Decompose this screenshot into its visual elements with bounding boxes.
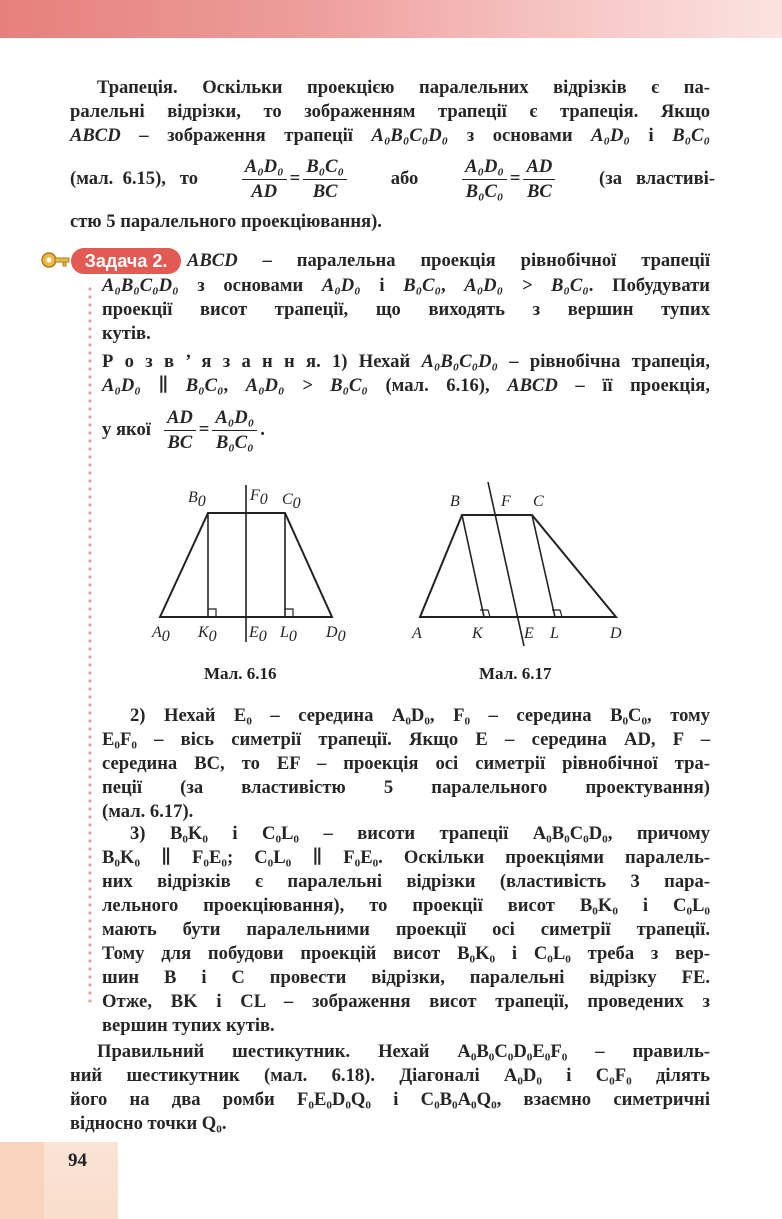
text-span: A₀D₀ > B₀C₀	[464, 275, 589, 296]
step2-line: пеції (за властивістю 5 паралельного проектування)	[102, 777, 710, 798]
text-span: (за властиві-	[599, 168, 715, 189]
label-l: L	[550, 625, 559, 642]
denominator: BC	[312, 180, 338, 202]
text-span: Нехай A₀B₀C₀D₀E₀F₀ – правиль-	[350, 1041, 711, 1062]
task-line-4: кутів.	[102, 323, 151, 344]
label-c: C	[533, 493, 544, 510]
figure-6-17	[400, 480, 640, 650]
task-badge: Задача 2.	[71, 248, 181, 274]
text-span: – паралельна проекція рівнобічної трапеції	[237, 250, 710, 271]
step3-line: шин B і C провести відрізки, паралельні відрізку FE.	[102, 967, 710, 988]
right-angle-mark	[208, 609, 216, 617]
text-span: A₀D₀	[321, 275, 361, 296]
formula: $\frac{\text{A₀D₀}}{AD}$ = $\frac{\text{B₀C₀}}{BC}$	[239, 155, 350, 204]
caption-6-17: Мал. 6.17	[479, 664, 552, 683]
text-span: ,	[223, 375, 246, 396]
trapezoid-projection	[420, 515, 616, 617]
label-k: K	[472, 625, 483, 642]
label-k0: K0	[198, 624, 217, 645]
step3-line: них відрізків є паралельні відрізки (властивість 3 пара-	[102, 871, 710, 892]
top-decor-band	[0, 0, 782, 38]
fraction	[242, 155, 287, 204]
text-span: B₀C₀	[672, 125, 711, 146]
numerator: A₀D₀	[462, 155, 507, 180]
right-angle-mark	[285, 609, 293, 617]
text-span: Оскільки проекцією паралельних відрізків є па-	[177, 77, 710, 98]
label-f0: F0	[250, 487, 268, 508]
section-title-trapezoid: Трапеція.	[97, 77, 178, 98]
text-span: 1) Нехай	[320, 351, 422, 372]
intro-line-3	[70, 124, 710, 148]
text-span: ABCD	[507, 375, 558, 396]
text-span: A₀B₀C₀D₀	[421, 351, 499, 372]
text-span: – рівнобічна трапеція,	[498, 351, 710, 372]
label-a: A	[412, 625, 422, 642]
label-l0: L0	[280, 624, 297, 645]
key-icon	[40, 247, 70, 273]
numerator: AD	[523, 155, 555, 180]
task-line-2	[102, 274, 710, 298]
angle-mark	[480, 610, 490, 617]
intro-line-2: ралельні відрізки, то зображенням трапеції є трапеція. Якщо	[70, 101, 710, 122]
figure-6-16	[140, 480, 360, 650]
label-c0: C0	[282, 491, 301, 512]
label-a0: A0	[152, 624, 170, 645]
hexagon-line-3: його на два ромби F₀E₀D₀Q₀ і C₀B₀A₀Q₀, взаємно симетричні	[70, 1089, 710, 1110]
text-span: A₀B₀C₀D₀	[102, 275, 179, 296]
solution-line-1	[102, 350, 710, 374]
text-span: і	[360, 275, 404, 296]
text-span: – зображення трапеції	[120, 125, 372, 146]
text-span: (мал. 6.15), то	[70, 168, 199, 189]
step2-line: середина BC, то EF – проекція осі симетрії рівнобічної тра-	[102, 753, 710, 774]
corner-decor-strip	[0, 1142, 44, 1219]
text-span: ,	[440, 275, 465, 296]
solution-formula-line: у якої $\frac{AD}{BC}$ = $\frac{\text{A₀D₀}}{\text{B₀C₀}}$ .	[102, 406, 265, 453]
denominator: B₀C₀	[215, 431, 254, 453]
label-d0: D0	[326, 624, 346, 645]
denominator: BC	[167, 431, 193, 453]
text-span: A₀D₀ > B₀C₀	[245, 375, 368, 396]
fraction	[303, 155, 347, 204]
caption-6-16: Мал. 6.16	[204, 664, 277, 683]
step3-line: лельного проекціювання), то проекції висот B₀K₀ і C₀L₀	[102, 895, 710, 916]
step2-line: (мал. 6.17).	[102, 801, 194, 822]
step3-line: Отже, BK і CL – зображення висот трапеції, проведених з	[102, 991, 710, 1012]
denominator: BC	[527, 180, 552, 202]
page-number: 94	[68, 1150, 87, 1171]
text-span: B₀C₀	[403, 275, 441, 296]
label-b: B	[450, 493, 460, 510]
fraction	[164, 406, 196, 455]
label-f: F	[501, 493, 511, 510]
segment-bk	[462, 515, 484, 617]
label-e0: E0	[249, 624, 267, 645]
text-span: (мал. 6.16),	[367, 375, 508, 396]
intro-line-5: стю 5 паралельного проекціювання).	[70, 211, 382, 232]
solution-line-2	[102, 374, 710, 398]
section-title-hexagon: Правильний шестикутник.	[97, 1041, 351, 1062]
text-span: A₀D₀	[591, 125, 630, 146]
step2-line: 2) Нехай E₀ – середина A₀D₀, F₀ – середина B₀C₀, тому	[130, 705, 710, 726]
hexagon-line-1	[70, 1040, 710, 1064]
text-span: або	[390, 168, 419, 189]
step3-line: мають бути паралельними проекції осі симетрії трапеції.	[102, 919, 710, 940]
dotted-margin-line	[88, 285, 92, 1005]
intro-line-1	[70, 76, 710, 100]
step3-line: Тому для побудови проекцій висот B₀K₀ і C₀L₀ треба з вер-	[102, 943, 710, 964]
text-span: з основами	[178, 275, 322, 296]
denominator: AD	[251, 180, 278, 202]
solution-heading: Р о з в ’ я з а н н я.	[102, 351, 321, 372]
text-span: у якої	[102, 419, 151, 440]
text-span: A₀B₀C₀D₀	[371, 125, 449, 146]
numerator: A₀D₀	[242, 155, 287, 180]
text-span: і	[629, 125, 673, 146]
fraction	[462, 155, 507, 204]
text-span: ABCD	[187, 250, 238, 271]
denominator: B₀C₀	[465, 180, 504, 202]
text-span: . Побудувати	[588, 275, 710, 296]
text-span: A₀D₀ ∥ B₀C₀	[102, 375, 224, 396]
step3-line: B₀K₀ ∥ F₀E₀; C₀L₀ ∥ F₀E₀. Оскільки проекціями паралель-	[102, 847, 710, 868]
fraction	[212, 406, 257, 455]
step2-line: E₀F₀ – вісь симетрії трапеції. Якщо E – середина AD, F –	[102, 729, 710, 750]
label-d: D	[610, 625, 622, 642]
hexagon-line-2: ний шестикутник (мал. 6.18). Діагоналі A₀D₀ і C₀F₀ ділять	[70, 1065, 710, 1086]
label-b0: B0	[188, 489, 206, 510]
intro-formula-line	[70, 152, 715, 206]
hexagon-line-4: відносно точки Q₀.	[70, 1113, 227, 1134]
text-span: ABCD	[70, 125, 121, 146]
numerator: B₀C₀	[303, 155, 347, 180]
text-span: з основами	[448, 125, 592, 146]
fraction	[523, 155, 555, 204]
numerator: AD	[164, 406, 196, 431]
task-line-3: проекції висот трапеції, що виходять з вершин тупих	[102, 299, 710, 320]
text-span: – її проекція,	[557, 375, 710, 396]
task-line-1	[187, 249, 710, 273]
numerator: A₀D₀	[212, 406, 257, 431]
formula: $\frac{\text{A₀D₀}}{\text{B₀C₀}}$ = $\frac{AD}{BC}$	[459, 155, 558, 204]
step3-line: вершин тупих кутів.	[102, 1015, 275, 1036]
step3-line: 3) B₀K₀ і C₀L₀ – висоти трапеції A₀B₀C₀D₀, причому	[130, 823, 710, 844]
label-e: E	[524, 625, 534, 642]
